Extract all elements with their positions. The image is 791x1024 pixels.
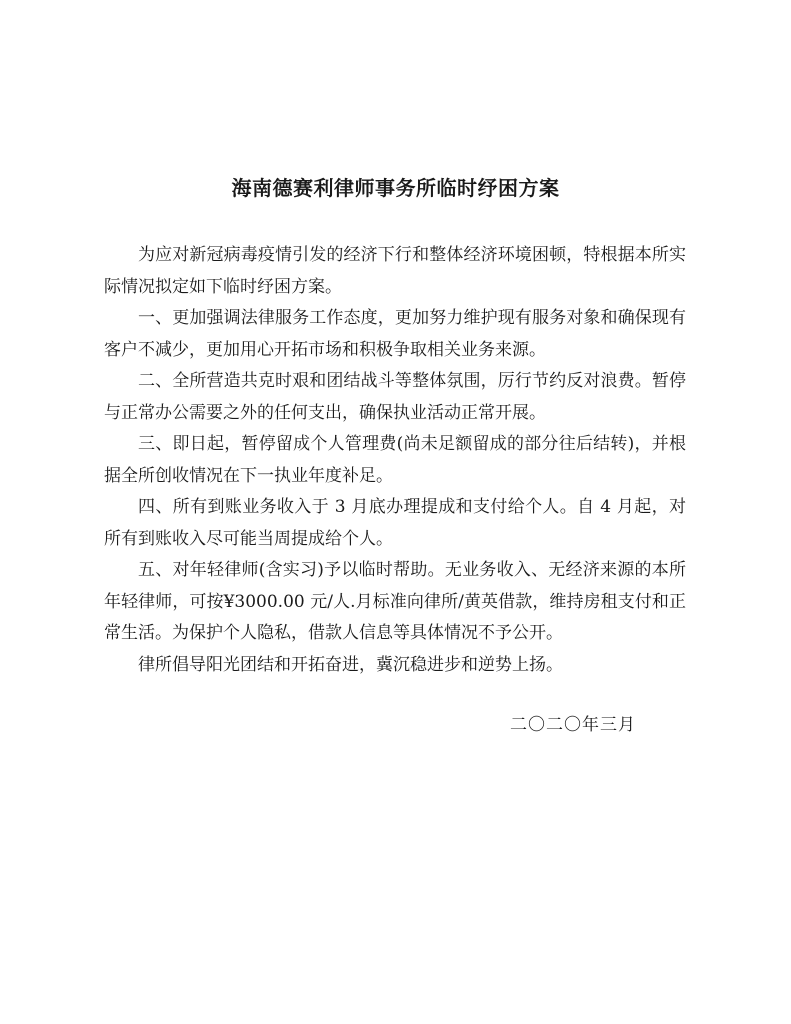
document-body — [104, 240, 686, 681]
document-date: 二〇二〇年三月 — [510, 715, 636, 735]
item-three-paragraph: 三、即日起，暂停留成个人管理费(尚未足额留成的部分往后结转)，并根据全所创收情况在下一执业年度补足。 — [104, 434, 686, 486]
item-five-paragraph: 五、对年轻律师(含实习)予以临时帮助。无业务收入、无经济来源的本所年轻律师，可按¥3000.00 元/人.月标准向律所/黄英借款，维持房租支付和正常生活。为保护个人隐私，借款人信息等具体情况不予公开。 — [104, 560, 686, 643]
document-title: 海南德赛利律师事务所临时纾困方案 — [231, 176, 560, 200]
item-one-paragraph: 一、更加强调法律服务工作态度，更加努力维护现有服务对象和确保现有客户不减少，更加用心开拓市场和积极争取相关业务来源。 — [104, 308, 686, 360]
intro-paragraph: 为应对新冠病毒疫情引发的经济下行和整体经济环境困顿，特根据本所实际情况拟定如下临时纾困方案。 — [104, 245, 686, 297]
closing-paragraph: 律所倡导阳光团结和开拓奋进，冀沉稳进步和逆势上扬。 — [138, 654, 563, 675]
item-two-paragraph: 二、全所营造共克时艰和团结战斗等整体氛围，厉行节约反对浪费。暂停与正常办公需要之外的任何支出，确保执业活动正常开展。 — [104, 371, 686, 423]
item-four-paragraph: 四、所有到账业务收入于 3 月底办理提成和支付给个人。自 4 月起，对所有到账收入尽可能当周提成给个人。 — [104, 497, 686, 549]
